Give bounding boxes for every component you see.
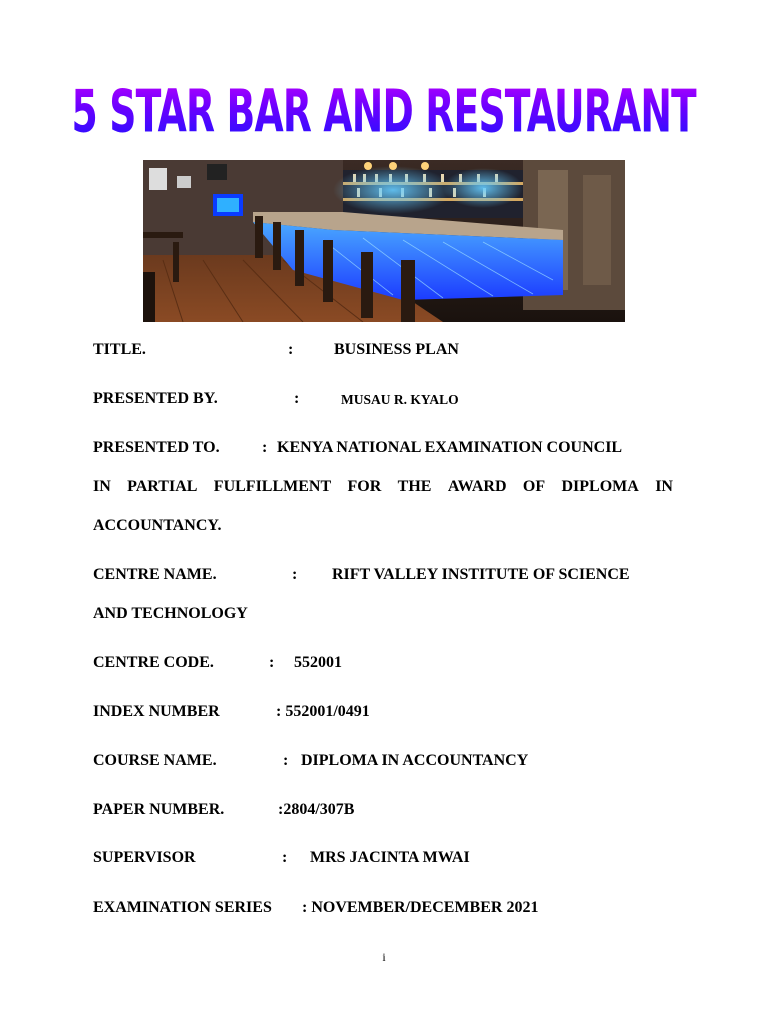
centre-name-value: RIFT VALLEY INSTITUTE OF SCIENCE [332,566,630,583]
centre-code-separator: : [269,654,275,671]
presented-to-line2-word: OF [522,478,546,495]
index-number-value: : 552001/0491 [276,703,370,720]
centre-code-label: CENTRE CODE. [93,654,214,671]
presented-to-line2-word: PARTIAL [127,478,198,495]
presented-to-line2 [93,478,673,496]
paper-number-value: :2804/307B [278,801,355,818]
presented-to-label: PRESENTED TO. [93,439,220,456]
presented-to-line2-word: AWARD [447,478,507,495]
presented-to-line2-word: THE [397,478,432,495]
paper-number-label: PAPER NUMBER. [93,801,225,818]
index-number-label: INDEX NUMBER [93,703,220,720]
centre-name-value-line2: AND TECHNOLOGY [93,605,248,622]
document-title: 5 STAR BAR AND RESTAURANT [71,76,697,146]
supervisor-label: SUPERVISOR [93,849,196,866]
course-name-separator: : [283,752,289,769]
presented-to-line2-word: FOR [347,478,382,495]
presented-by-value: MUSAU R. KYALO [341,392,459,407]
presented-to-line2-word: IN [655,478,673,495]
presented-to-line2-word: DIPLOMA [561,478,639,495]
exam-series-label: EXAMINATION SERIES [93,899,272,916]
presented-to-line2-word: IN [93,478,111,495]
page-number: i [382,950,386,964]
presented-to-line3-text: ACCOUNTANCY. [93,517,222,534]
presented-by-separator: : [294,390,300,407]
title-label: TITLE. [93,341,146,358]
title-value: BUSINESS PLAN [334,341,459,358]
exam-series-value: : NOVEMBER/DECEMBER 2021 [302,899,539,916]
course-name-label: COURSE NAME. [93,752,217,769]
supervisor-value: MRS JACINTA MWAI [310,849,470,866]
centre-name-separator: : [292,566,298,583]
presented-to-value: KENYA NATIONAL EXAMINATION COUNCIL [277,439,623,456]
supervisor-separator: : [282,849,288,866]
bar-interior-photo [143,160,625,322]
course-name-value: DIPLOMA IN ACCOUNTANCY [301,752,529,769]
title-separator: : [288,341,294,358]
presented-by-label: PRESENTED BY. [93,390,218,407]
presented-to-line2-word: FULFILLMENT [213,478,332,495]
centre-name-label: CENTRE NAME. [93,566,217,583]
presented-to-separator: : [262,439,268,456]
centre-code-value: 552001 [294,654,342,671]
document-title-banner [0,76,768,146]
